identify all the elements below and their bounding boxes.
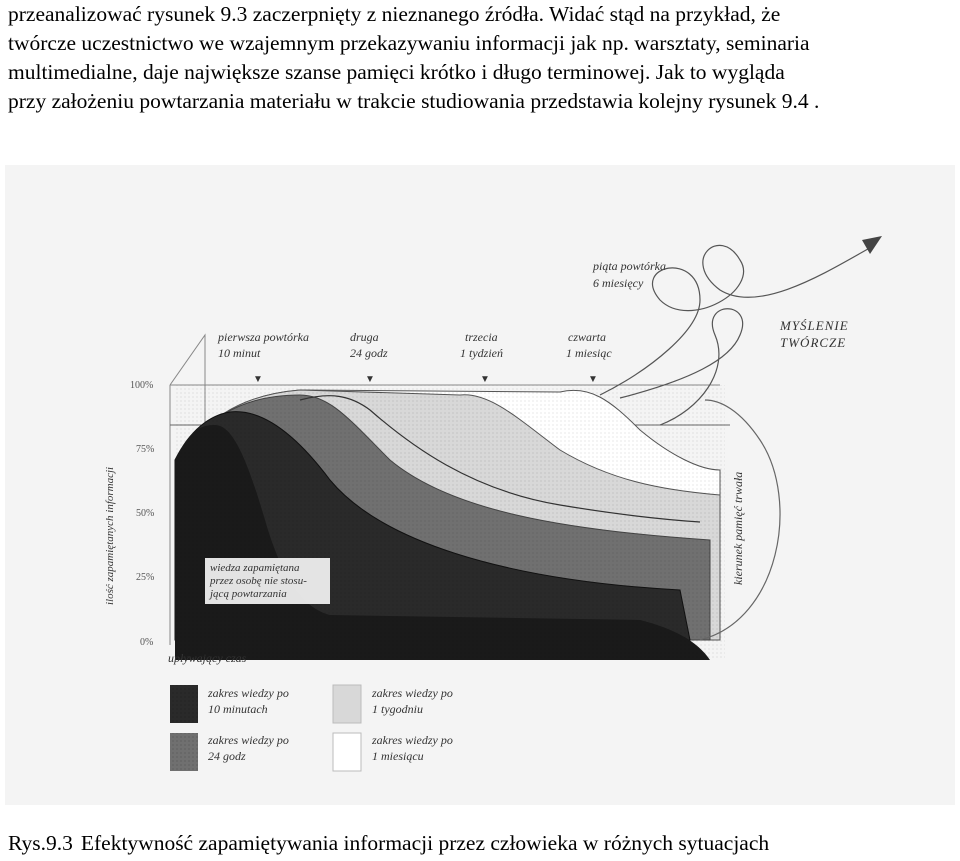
repetition-label: czwarta 1 miesiąc [566,330,612,360]
legend-label-24h: zakres wiedzy po 24 godz [208,733,289,763]
y-axis-label: ilość zapamiętanych informacji [104,466,116,605]
memory-figure [0,150,960,810]
repetition-label: trzecia 1 tydzień [460,330,503,360]
legend-swatch-24h-grain [170,733,198,771]
figure-caption [8,829,769,858]
y-tick-50: 50% [136,508,155,519]
legend-label-1week: zakres wiedzy po 1 tygodniu [372,686,453,716]
y-tick-100: 100% [130,380,154,391]
legend-label-10min: zakres wiedzy po 10 minutach [208,686,289,716]
paragraph-line: multimedialne, daje największe szanse pamięci krótko i długo terminowej. Jak to wygląda [8,60,785,84]
repetition-marker: ▼ [588,374,598,385]
legend-swatch-1month [333,733,361,771]
creative-thinking-label: MYŚLENIE TWÓRCZE [780,318,849,350]
paragraph-line: przeanalizować rysunek 9.3 zaczerpnięty z nieznanego źródła. Widać stąd na przykład, że [8,2,781,26]
y-tick-75: 75% [136,444,155,455]
long-term-label: kierunek pamięć trwała [731,471,745,585]
caption-text: Efektywność zapamiętywania informacji przez człowieka w różnych sytuacjach [80,831,770,855]
caption-number: Rys.9.3 [8,831,73,855]
no-repeat-note: wiedza zapamiętana przez osobę nie stosu- jącą powtarzania [210,562,307,600]
paragraph-line: przy założeniu powtarzania materiału w trakcie studiowania przedstawia kolejny rysunek 9.4 . [8,89,820,113]
repetition-label: pierwsza powtórka 10 minut [218,330,310,360]
paragraph-line: twórcze uczestnictwo we wzajemnym przekazywaniu informacji jak np. warsztaty, seminaria [8,31,810,55]
fifth-repetition-label: piąta powtórka 6 miesięcy [593,259,667,290]
curve-grain [175,385,725,660]
y-tick-0: 0% [140,637,154,648]
repetition-marker: ▼ [365,374,375,385]
repetition-label: druga 24 godz [350,330,388,360]
memory-diagram [0,150,960,810]
repetition-marker: ▼ [480,374,490,385]
x-axis-label: upływający czas [168,651,247,665]
y-tick-25: 25% [136,572,155,583]
legend-swatch-10min-grain [170,685,198,723]
legend-swatch-1week [333,685,361,723]
repetition-marker: ▼ [253,374,263,385]
body-paragraph [8,0,956,116]
legend-label-1month: zakres wiedzy po 1 miesiącu [372,733,453,763]
